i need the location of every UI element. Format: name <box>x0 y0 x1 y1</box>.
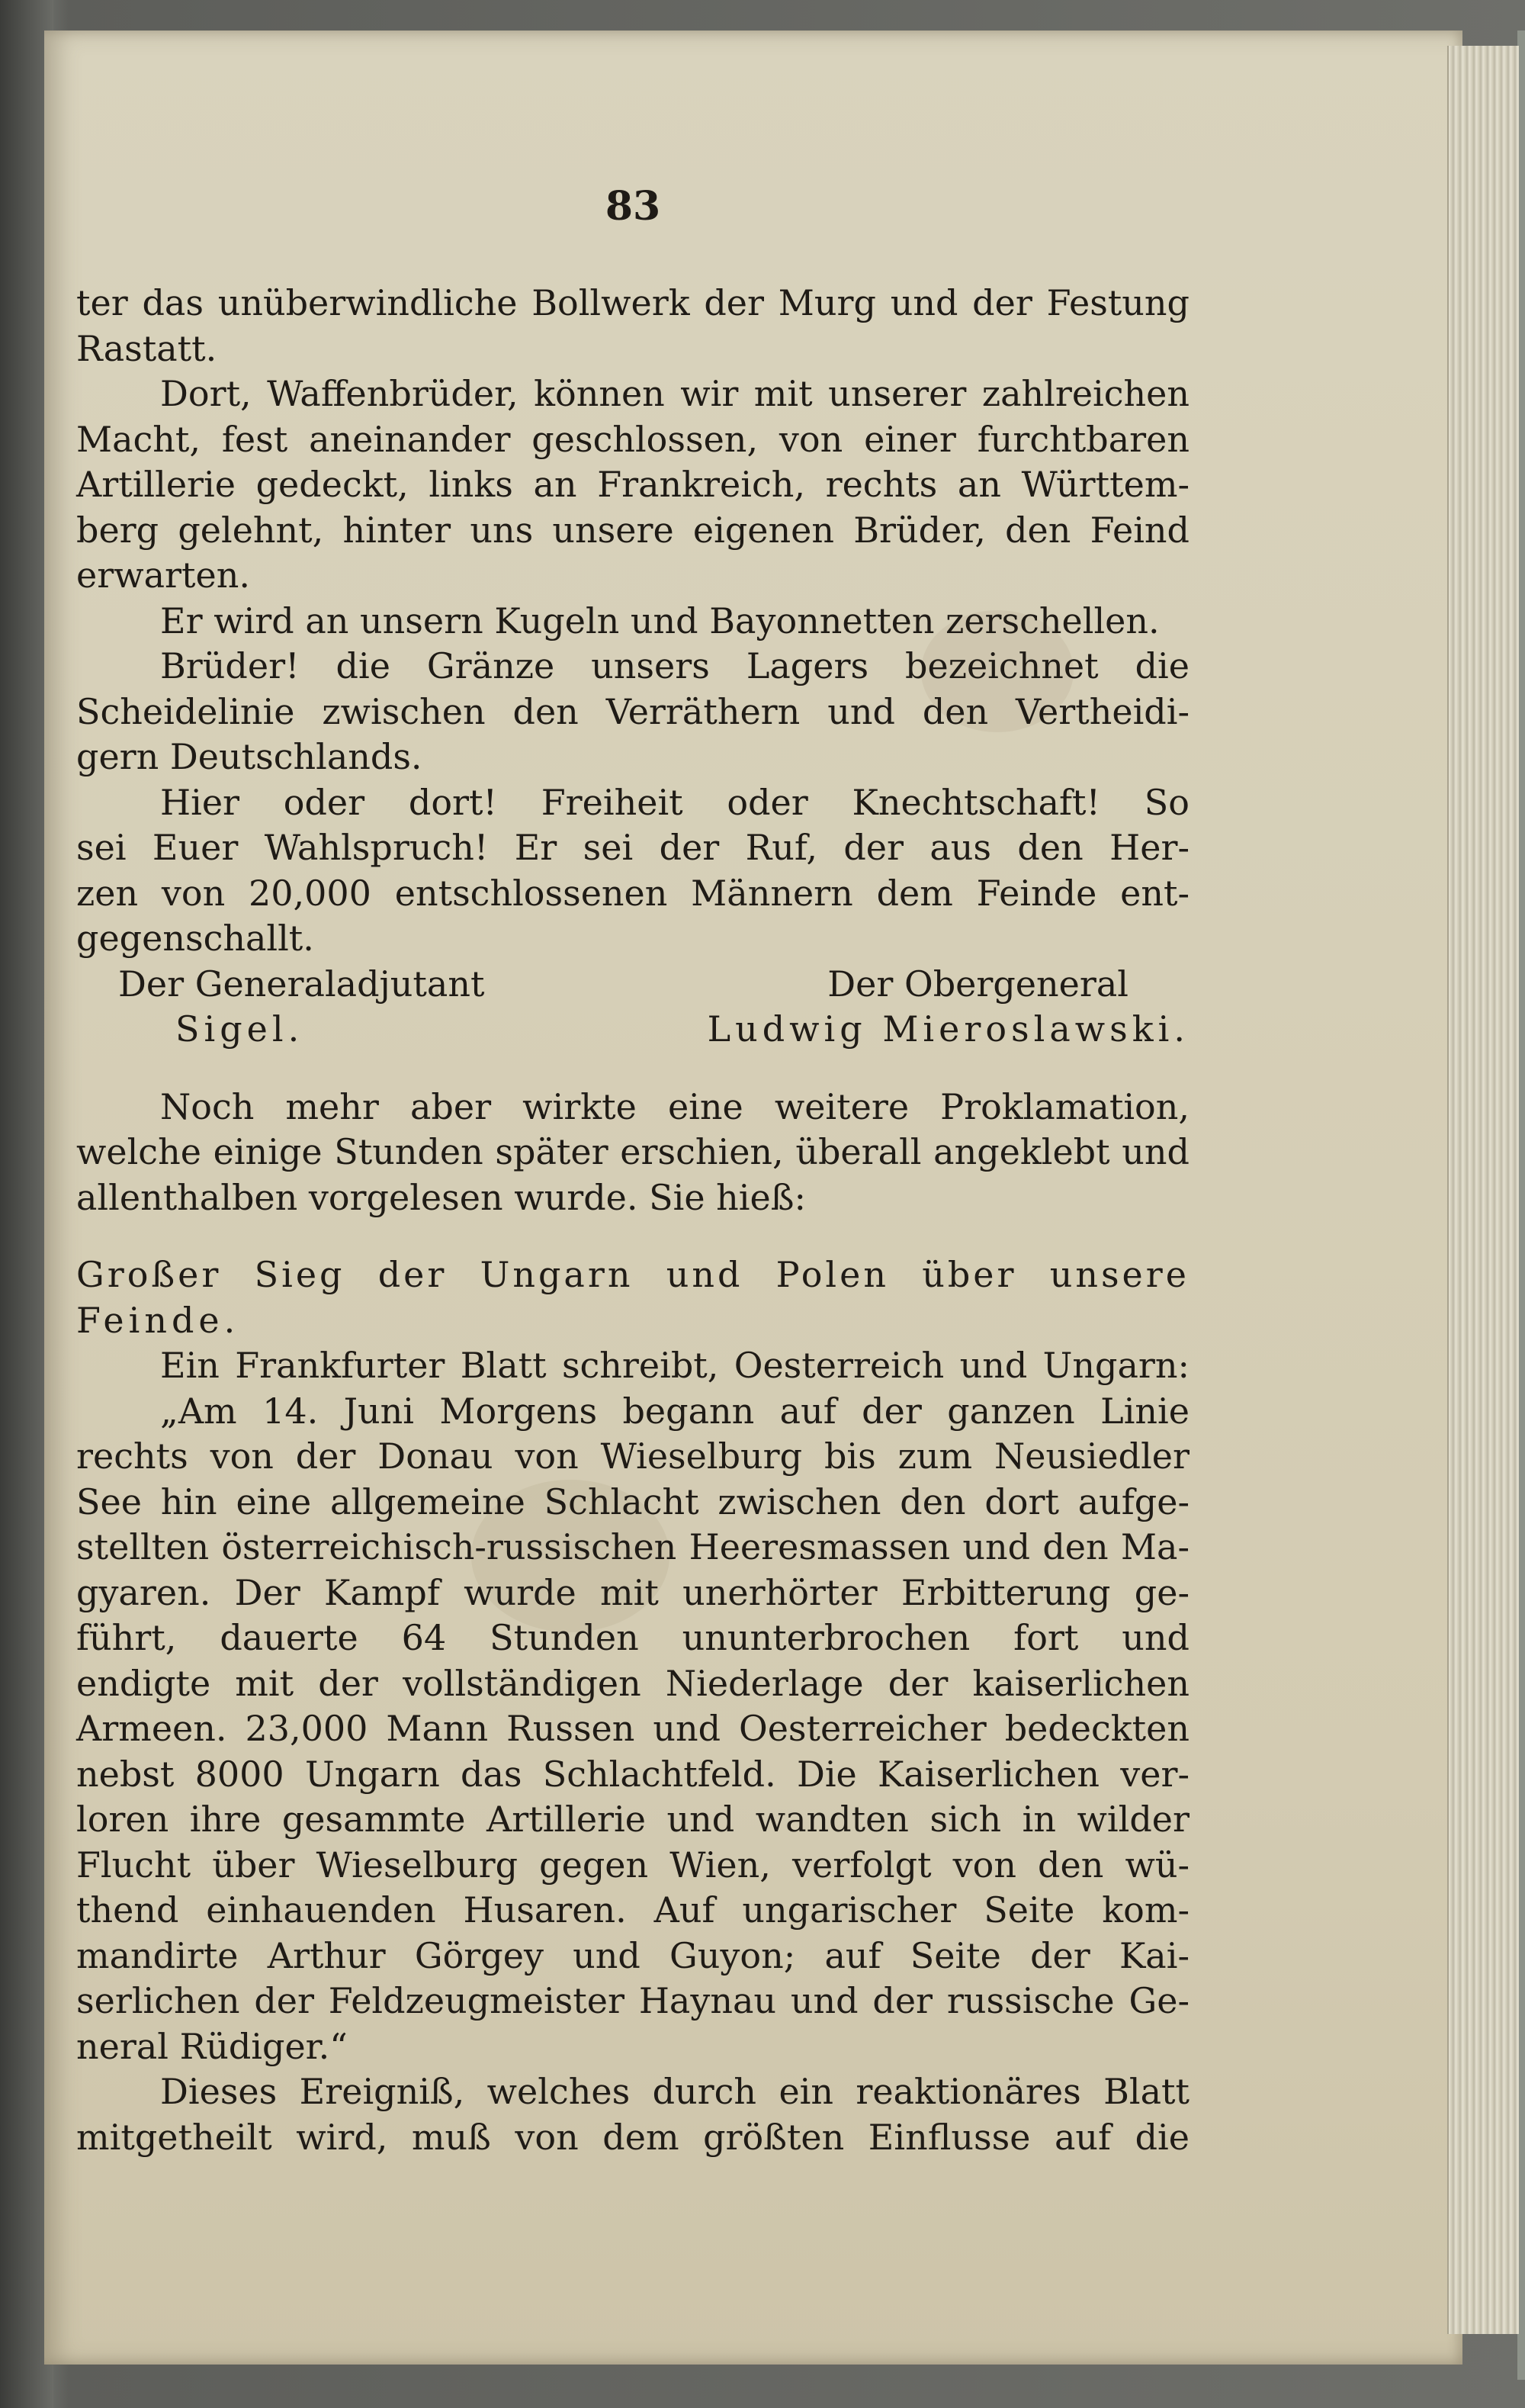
paragraph-gap <box>76 1053 1190 1085</box>
page-number: 83 <box>605 183 661 230</box>
text-line: gern Deutschlands. <box>76 736 422 777</box>
text-line: „Am 14. Juni Morgens begann auf der ganzen Linie <box>160 1390 1190 1432</box>
text-line: Brüder! die Gränze unsers Lagers bezeichnet die <box>160 645 1190 686</box>
text-line: thend einhauenden Husaren. Auf ungarischer Seite kom- <box>76 1889 1190 1931</box>
text-line: Dieses Ereigniß, welches durch ein reaktionäres Blatt <box>160 2071 1190 2112</box>
text-line: Scheidelinie zwischen den Verräthern und den Vertheidi- <box>76 690 1190 732</box>
proclamation-heading-end: Feinde. <box>76 1299 240 1341</box>
signature-names <box>76 1007 1190 1053</box>
signature-right-title: Der Obergeneral <box>827 963 1128 1005</box>
text-line: zen von 20,000 entschlossenen Männern dem Feinde ent- <box>76 872 1190 914</box>
signature-right-name: Ludwig Mieroslawski. <box>707 1008 1190 1050</box>
text-line: berg gelehnt, hinter uns unsere eigenen Brüder, den Feind <box>76 509 1190 551</box>
text-line: gyaren. Der Kampf wurde mit unerhörter Erbitterung ge- <box>76 1571 1190 1613</box>
text-line: gegenschallt. <box>76 918 314 959</box>
text-line: führt, dauerte 64 Stunden ununterbrochen fort und <box>76 1617 1190 1658</box>
text-line: See hin eine allgemeine Schlacht zwischen den dort aufge- <box>76 1480 1190 1522</box>
text-line: Hier oder dort! Freiheit oder Knechtschaft! So <box>160 781 1190 823</box>
page-edges <box>1447 46 1519 2334</box>
text-line: Noch mehr aber wirkte eine weitere Proklamation, <box>160 1085 1190 1127</box>
text-line: rechts von der Donau von Wieselburg bis zum Neusiedler <box>76 1435 1190 1477</box>
text-line: ter das unüberwindliche Bollwerk der Murg und der Festung <box>76 282 1190 323</box>
signature-titles <box>76 962 1190 1008</box>
text-line: nebst 8000 Ungarn das Schlachtfeld. Die Kaiserlichen ver- <box>76 1753 1190 1795</box>
text-line: stellten österreichisch-russischen Heeresmassen und den Ma- <box>76 1526 1190 1567</box>
text-line: Ein Frankfurter Blatt schreibt, Oesterreich und Ungarn: <box>160 1345 1190 1386</box>
text-line: Dort, Waffenbrüder, können wir mit unserer zahlreichen <box>160 373 1190 414</box>
text-line: Artillerie gedeckt, links an Frankreich, rechts an Württem- <box>76 464 1190 505</box>
text-line: mandirte Arthur Görgey und Guyon; auf Seite der Kai- <box>76 1934 1190 1976</box>
text-line: Flucht über Wieselburg gegen Wien, verfolgt von den wü- <box>76 1844 1190 1886</box>
text-line: Er wird an unsern Kugeln und Bayonnetten zerschellen. <box>160 600 1160 641</box>
body-text <box>76 281 1190 2160</box>
text-line: Macht, fest aneinander geschlossen, von einer furchtbaren <box>76 418 1190 460</box>
text-line: endigte mit der vollständigen Niederlage der kaiserlichen <box>76 1662 1190 1704</box>
text-line: welche einige Stunden später erschien, überall angeklebt und <box>76 1131 1190 1172</box>
text-line: loren ihre gesammte Artillerie und wandten sich in wilder <box>76 1799 1190 1840</box>
text-line: mitgetheilt wird, muß von dem größten Einflusse auf die <box>76 2116 1190 2158</box>
proclamation-heading: Großer Sieg der Ungarn und Polen über unsere <box>76 1254 1190 1295</box>
text-line: Rastatt. <box>76 327 217 369</box>
text-line: Armeen. 23,000 Mann Russen und Oesterreicher bedeckten <box>76 1708 1190 1749</box>
text-line: erwarten. <box>76 555 250 596</box>
text-line: allenthalben vorgelesen wurde. Sie hieß: <box>76 1176 806 1218</box>
text-line: neral Rüdiger.“ <box>76 2025 348 2067</box>
paragraph-gap <box>76 1220 1190 1252</box>
signature-left-name: Sigel. <box>175 1008 304 1050</box>
signature-left-title: Der Generaladjutant <box>118 963 485 1005</box>
text-line: serlichen der Feldzeugmeister Haynau und der russische Ge- <box>76 1980 1190 2021</box>
text-line: sei Euer Wahlspruch! Er sei der Ruf, der aus den Her- <box>76 827 1190 868</box>
